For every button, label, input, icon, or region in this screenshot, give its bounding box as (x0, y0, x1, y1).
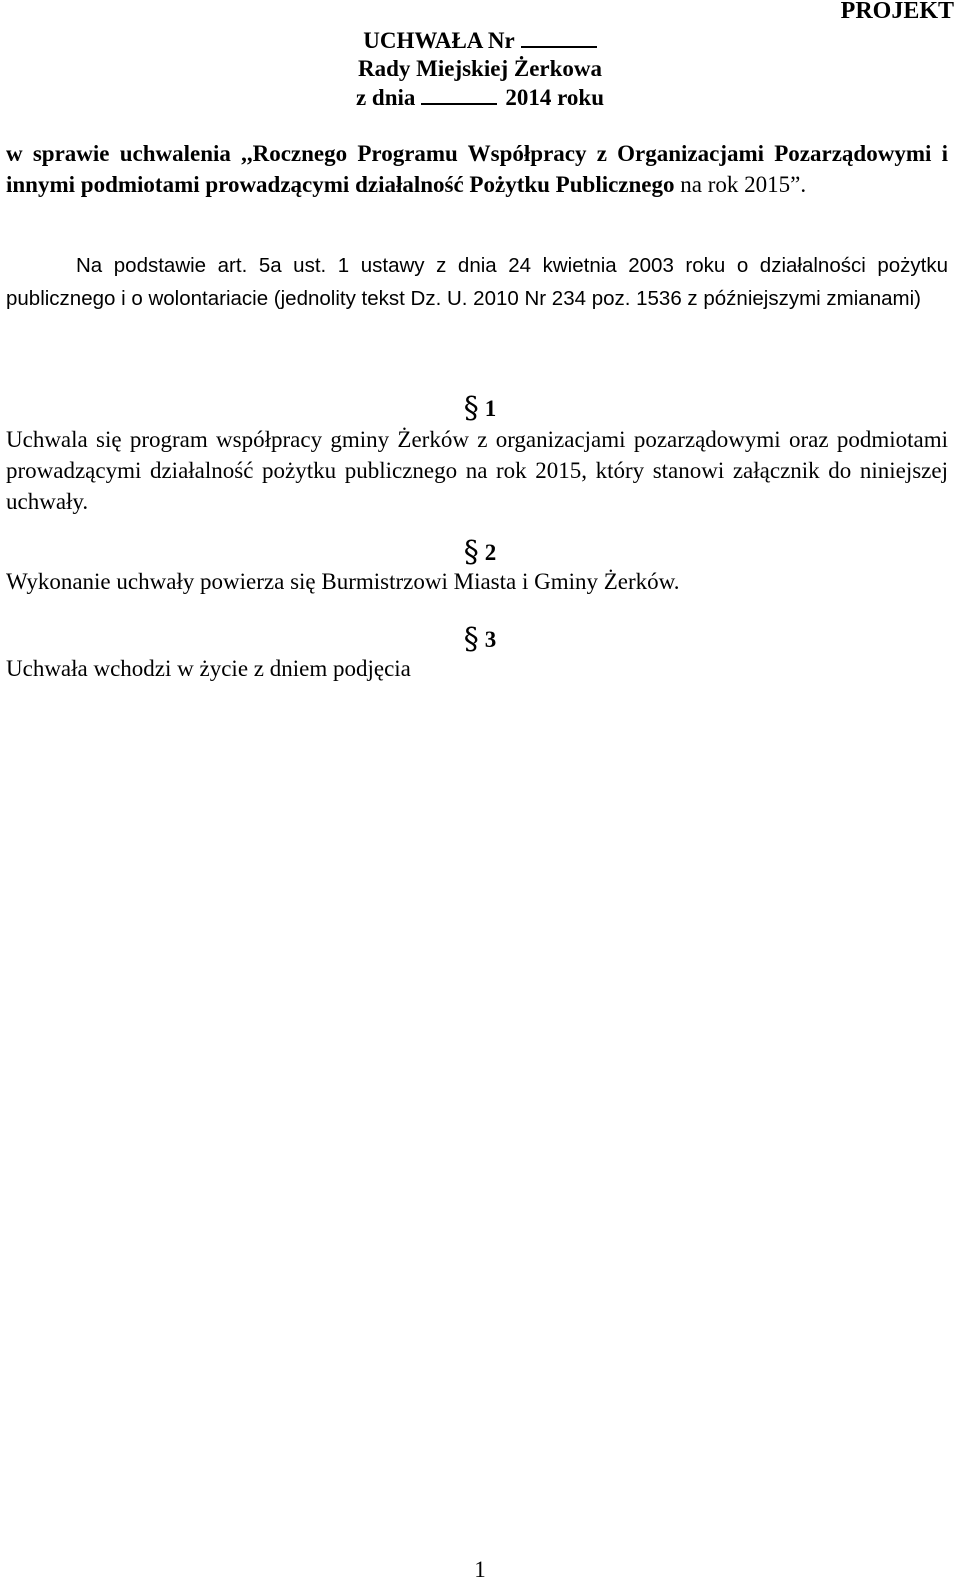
paragraph-1-text: Uchwala się program współpracy gminy Żerków z organizacjami pozarządowymi oraz podmiotami prowadzącymi działalność pożytku publicznego na rok 2015, który stanowi załącznik do niniejszej uchwały. (6, 427, 948, 514)
section-sign: § (463, 391, 479, 426)
paragraph-1-heading (0, 391, 960, 426)
resolution-number-line (0, 26, 960, 55)
paragraph-number: 2 (484, 540, 497, 565)
resolution-date-line (0, 83, 960, 112)
legal-basis-text: Na podstawie art. 5a ust. 1 ustawy z dnia 24 kwietnia 2003 roku o działalności pożytku publicznego i o wolontariacie (jednolity tekst Dz. U. 2010 Nr 234 poz. 1536 z późniejszymi zmianami) (6, 254, 948, 310)
section-sign: § (463, 622, 479, 657)
paragraph-2-heading (0, 535, 960, 570)
resolution-label: UCHWAŁA Nr (363, 28, 515, 53)
date-blank-line (421, 83, 497, 105)
section-sign: § (463, 535, 479, 570)
subject-bold-text: w sprawie uchwalenia ,,Rocznego Programu Współpracy z Organizacjami Pozarządowymi i innymi podmiotami prowadzącymi działalność Pożytku Publicznego (6, 141, 948, 197)
page-number: 1 (474, 1557, 486, 1582)
date-prefix: z dnia (355, 85, 416, 110)
paragraph-3-text: Uchwała wchodzi w życie z dniem podjęcia (6, 656, 411, 681)
paragraph-3-heading (0, 622, 960, 657)
paragraph-number: 1 (484, 396, 497, 421)
number-blank-line (521, 26, 597, 48)
council-name: Rady Miejskiej Żerkowa (357, 56, 603, 81)
date-suffix: 2014 roku (505, 85, 605, 110)
resolution-subject (6, 138, 948, 200)
paragraph-number: 3 (484, 627, 497, 652)
document-title (0, 26, 960, 112)
legal-basis (6, 249, 948, 315)
subject-tail-text: na rok 2015”. (680, 172, 807, 197)
paragraph-2-text: Wykonanie uchwały powierza się Burmistrzowi Miasta i Gminy Żerków. (6, 569, 680, 594)
draft-stamp: PROJEKT (840, 0, 954, 24)
